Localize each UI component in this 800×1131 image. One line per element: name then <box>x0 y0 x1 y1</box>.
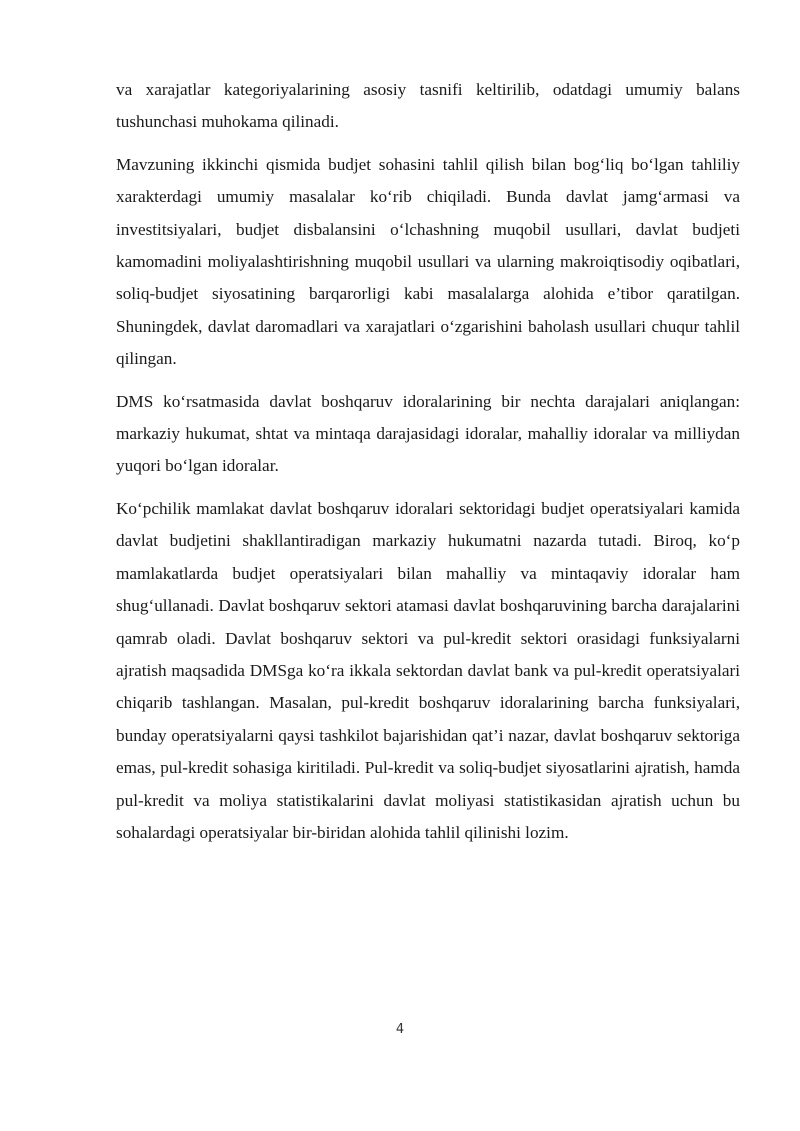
paragraph-budget-operations: Ko‘pchilik mamlakat davlat boshqaruv idoralari sektoridagi budjet operatsiyalari kamida davlat budjetini shakllantiradigan markaziy hukumatni nazarda tutadi. Biroq, ko‘p mamlakatlarda budjet operatsiyalari bilan mahalliy va mintaqaviy idoralar ham shug‘ullanadi. Davlat boshqaruv sektori atamasi davlat boshqaruvining barcha darajalarini qamrab oladi. Davlat boshqaruv sektori va pul-kredit sektori orasidagi funksiyalarni ajratish maqsadida DMSga ko‘ra ikkala sektordan davlat bank va pul-kredit operatsiyalari chiqarib tashlangan. Masalan, pul-kredit boshqaruv idoralarining barcha funksiyalari, bunday operatsiyalarni qaysi tashkilot bajarishidan qat’i nazar, davlat boshqaruv sektoriga emas, pul-kredit sohasiga kiritiladi. Pul-kredit va soliq-budjet siyosatlarini ajratish, hamda pul-kredit va moliya statistikalarini davlat moliyasi statistikasidan ajratish uchun bu sohalardagi operatsiyalar bir-biridan alohida tahlil qilinishi lozim. <box>116 498 740 842</box>
paragraph-analysis-topics: Mavzuning ikkinchi qismida budjet sohasini tahlil qilish bilan bog‘liq bo‘lgan tahliliy xarakterdagi umumiy masalalar ko‘rib chiqiladi. Bunda davlat jamg‘armasi va investitsiyalari, budjet disbalansini o‘lchashning muqobil usullari, davlat budjeti kamomadini moliyalashtirishning muqobil usullari va ularning makroiqtisodiy oqibatlari, soliq-budjet siyosatining barqarorligi kabi masalalarga alohida e’tibor qaratilgan. Shuningdek, davlat daromadlari va xarajatlari o‘zgarishini baholash usullari chuqur tahlil qilingan. <box>116 154 740 369</box>
paragraph-government-levels: DMS ko‘rsatmasida davlat boshqaruv idoralarining bir nechta darajalari aniqlangan: markaziy hukumat, shtat va mintaqa darajasidagi idoralar, mahalliy idoralar va milliydan yuqori bo‘lgan idoralar. <box>116 391 740 476</box>
page-body <box>116 74 740 859</box>
page-number: 4 <box>395 1022 405 1037</box>
paragraph-intro-continuation: va xarajatlar kategoriyalarining asosiy tasnifi keltirilib, odatdagi umumiy balans tushunchasi muhokama qilinadi. <box>116 80 740 132</box>
